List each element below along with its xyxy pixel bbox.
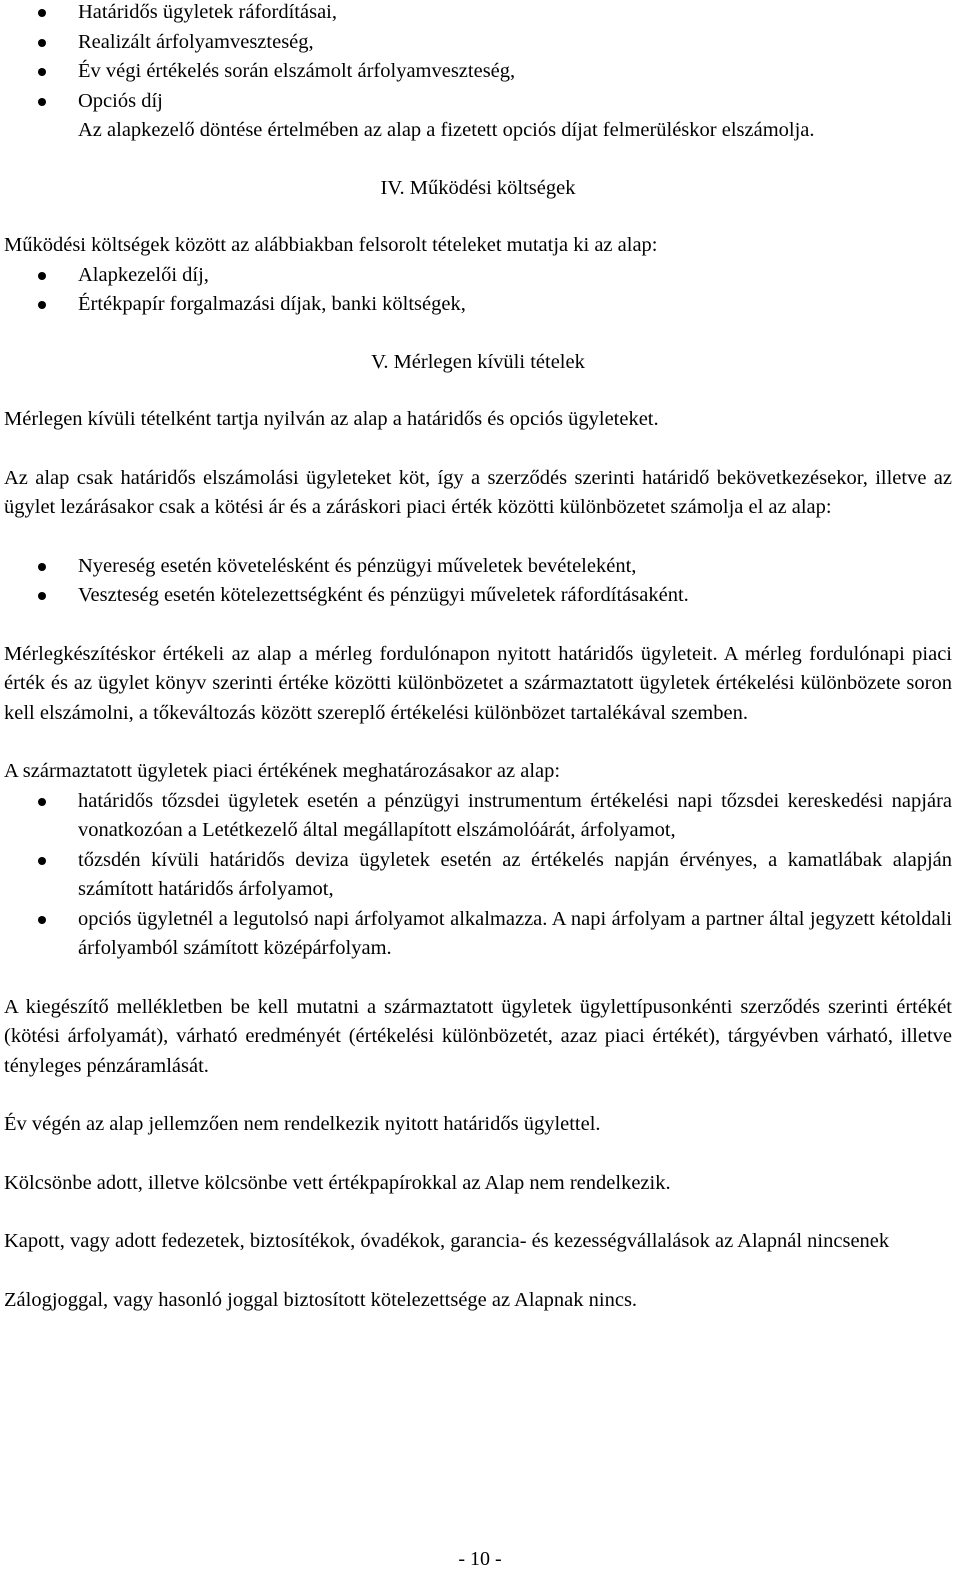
operating-costs-intro: Működési költségek között az alábbiakban felsorolt tételeket mutatja ki az alap: <box>4 234 658 256</box>
market-value-intro: A származtatott ügyletek piaci értékének meghatározásakor az alap: <box>4 760 561 782</box>
bullet-icon <box>38 272 46 280</box>
off-balance-paragraph-1: Mérlegen kívüli tételként tartja nyilván az alap a határidős és opciós ügyleteket. <box>4 408 659 430</box>
option-fee-note: Az alapkezelő döntése értelmében az alap a fizetett opciós díjat felmerüléskor elszámolja. <box>78 119 815 141</box>
list-item: tőzsdén kívüli határidős deviza ügyletek esetén az értékelés napján érvényes, a kamatlábak alapján számított határidős árfolyamot, <box>4 846 952 905</box>
list-item: Alapkezelői díj, <box>4 261 952 291</box>
bullet-icon <box>38 98 46 106</box>
collateral-paragraph: Kapott, vagy adott fedezetek, biztosítékok, óvadékok, garancia- és kezességvállalások az Alapnál nincsenek <box>4 1230 890 1252</box>
bullet-icon <box>38 592 46 600</box>
document-body <box>4 0 952 1315</box>
list-item: Veszteség esetén kötelezettségként és pénzügyi műveletek ráfordításaként. <box>4 581 952 611</box>
settlement-list <box>4 552 952 611</box>
list-item: határidős tőzsdei ügyletek esetén a pénzügyi instrumentum értékelési napi tőzsdei kereskedési napjára vonatkozóan a Letétkezelő által megállapított elszámolóárát, árfolyamot, <box>4 787 952 846</box>
year-end-paragraph: Év végén az alap jellemzően nem rendelkezik nyitott határidős ügylettel. <box>4 1113 601 1135</box>
list-item: Nyereség esetén követelésként és pénzügyi műveletek bevételeként, <box>4 552 952 582</box>
bullet-icon <box>38 68 46 76</box>
list-item: Értékpapír forgalmazási díjak, banki költségek, <box>4 290 952 320</box>
lien-paragraph: Zálogjoggal, vagy hasonló joggal biztosított kötelezettsége az Alapnak nincs. <box>4 1288 638 1311</box>
bullet-icon <box>38 563 46 571</box>
off-balance-paragraph-2: Az alap csak határidős elszámolási ügyleteket köt, így a szerződés szerinti határidő bekövetkezésekor, illetve az ügylet lezárásakor csak a kötési ár és a záráskori piaci érték közötti különbözetet számolja el az alap: <box>4 466 952 518</box>
bullet-icon <box>38 916 46 924</box>
list-item: opciós ügyletnél a legutolsó napi árfolyamot alkalmazza. A napi árfolyam a partner által jegyzett kétoldali árfolyamból számított középárfolyam. <box>4 905 952 964</box>
list-item: Opciós díj Az alapkezelő döntése értelmében az alap a fizetett opciós díjat felmerüléskor elszámolja. <box>4 87 952 146</box>
list-item: Határidős ügyletek ráfordításai, <box>4 0 952 28</box>
list-item: Év végi értékelés során elszámolt árfolyamveszteség, <box>4 57 952 87</box>
bullet-icon <box>38 301 46 309</box>
section-heading-off-balance: V. Mérlegen kívüli tételek <box>371 350 585 373</box>
market-value-list <box>4 787 952 964</box>
securities-lending-paragraph: Kölcsönbe adott, illetve kölcsönbe vett értékpapírokkal az Alap nem rendelkezik. <box>4 1171 671 1194</box>
bullet-icon <box>38 857 46 865</box>
valuation-paragraph: Mérlegkészítéskor értékeli az alap a mérleg fordulónapon nyitott határidős ügyleteit. A mérleg fordulónapi piaci érték és az ügylet könyv szerinti értéke közötti különbözetet a származtatott ügyletek értékelési különbözete soron kell elszámolni, a tőkeváltozás között szereplő értékelési különbözet tartalékával szemben. <box>4 642 952 724</box>
supplementary-notes-paragraph: A kiegészítő mellékletben be kell mutatni a származtatott ügyletek ügylettípusonkénti szerződés szerinti értékét (kötési árfolyamát), várható eredményét (értékelési különbözetét, azaz piaci értékét), tárgyévben várható, illetve tényleges pénzáramlását. <box>4 995 952 1077</box>
bullet-icon <box>38 9 46 17</box>
bullet-icon <box>38 39 46 47</box>
list-item: Realizált árfolyamveszteség, <box>4 28 952 58</box>
section-heading-operating-costs: IV. Működési költségek <box>380 176 576 199</box>
operating-costs-list <box>4 261 952 320</box>
bullet-icon <box>38 798 46 806</box>
expense-list <box>4 0 952 146</box>
page-number: - 10 - <box>458 1548 502 1570</box>
